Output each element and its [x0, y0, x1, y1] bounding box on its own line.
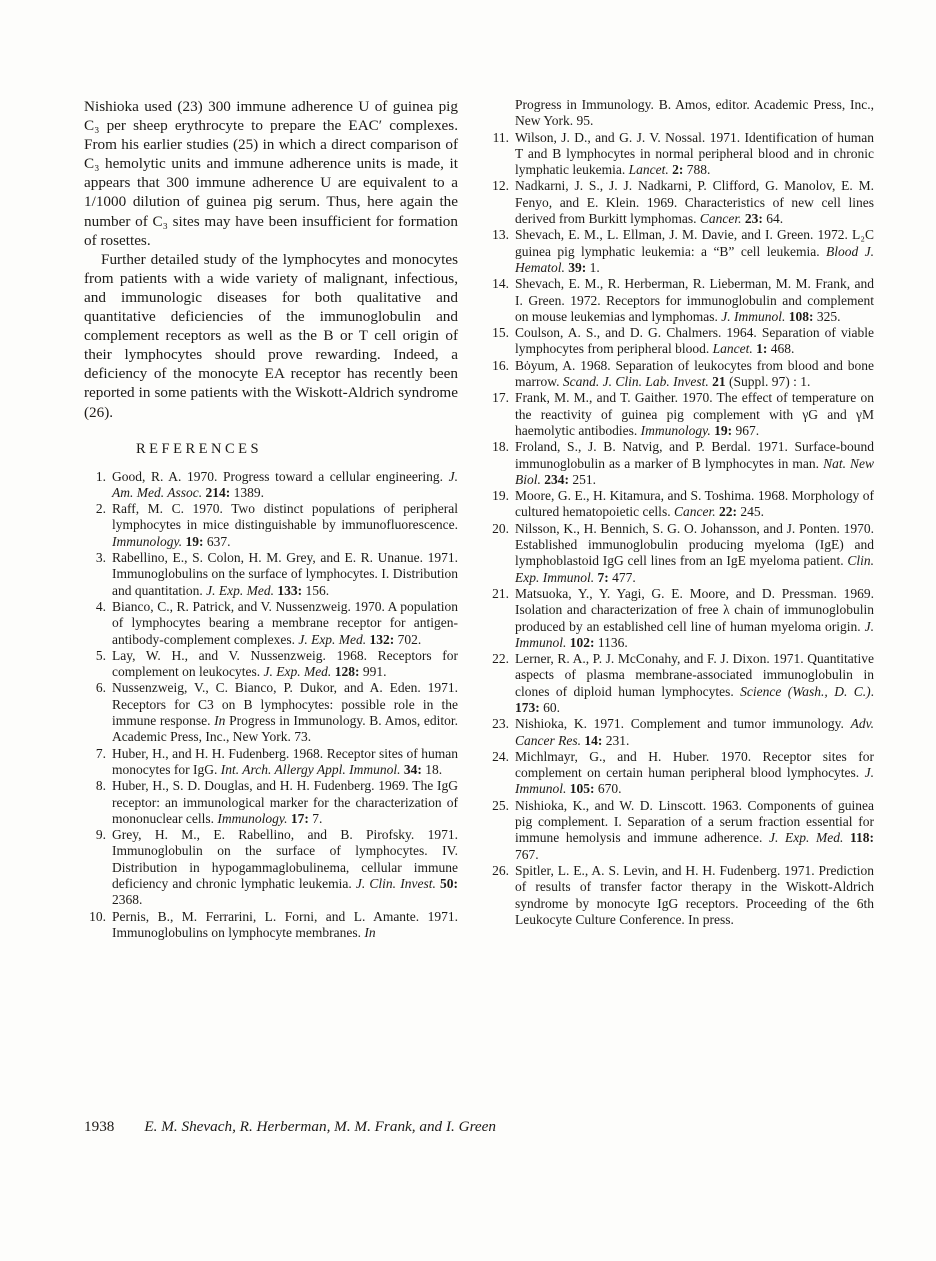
- reference-10-continuation: [487, 97, 874, 130]
- reference-number: 13.: [492, 227, 509, 243]
- reference-text: [112, 648, 458, 681]
- text-segment: Wilson, J. D., and G. J. V. Nossal. 1971. Identification of human T and B lymphocytes in normal peripheral blood and in chronic lymphatic leukemia.: [515, 129, 874, 178]
- text-segment: 173:: [515, 699, 540, 715]
- reference-text: [515, 716, 874, 749]
- text-segment: Lancet.: [712, 341, 753, 357]
- text-segment: Nat. New Biol.: [515, 455, 875, 487]
- text-segment: Nishioka, K. 1971. Complement and tumor immunology.: [515, 716, 851, 732]
- reference-item: [487, 390, 874, 439]
- text-segment: 132:: [369, 631, 395, 647]
- text-segment: 670.: [594, 781, 622, 797]
- text-segment: Lancet.: [628, 162, 669, 178]
- reference-item: [84, 469, 458, 502]
- reference-item: [487, 863, 874, 928]
- reference-number: 14.: [492, 276, 509, 292]
- text-segment: Frank, M. M., and T. Gaither. 1970. The effect of temperature on the reactivity of guinea pig complement with γG and γM haemolytic antibodies.: [515, 390, 874, 438]
- text-segment: 118:: [850, 830, 875, 846]
- text-segment: 477.: [608, 569, 636, 585]
- reference-text: [112, 778, 458, 827]
- text-segment: 133:: [277, 582, 303, 598]
- text-segment: 23:: [744, 211, 763, 227]
- text-segment: Michlmayr, G., and H. Huber. 1970. Receptor sites for complement on certain human peripheral blood lymphocytes.: [515, 748, 874, 781]
- reference-text: [515, 325, 874, 358]
- text-segment: 64.: [762, 211, 784, 227]
- text-segment: Science (Wash., D. C.): [740, 683, 871, 699]
- text-segment: 231.: [602, 732, 630, 748]
- reference-number: 6.: [95, 680, 106, 696]
- reference-number: 23.: [492, 716, 509, 732]
- reference-text: [515, 798, 874, 863]
- reference-item: [487, 178, 874, 227]
- text-segment: 19:: [185, 533, 204, 549]
- text-segment: J. Immunol.: [721, 308, 786, 324]
- text-segment: 105:: [569, 781, 595, 797]
- reference-number: 19.: [492, 488, 509, 504]
- running-authors: E. M. Shevach, R. Herberman, M. M. Frank, and I. Green: [144, 1118, 496, 1135]
- text-segment: 325.: [813, 308, 841, 324]
- text-segment: Matsuoka, Y., Y. Yagi, G. E. Moore, and D. Pressman. 1969. Isolation and characterization of free λ chain of immunoglobulin produced by an established cell line of human myeloma origin.: [515, 585, 874, 634]
- text-segment: Adv. Cancer Res.: [515, 716, 874, 748]
- text-segment: 50:: [440, 876, 459, 892]
- text-segment: Nilsson, K., H. Bennich, S. G. O. Johansson, and J. Ponten. 1970. Established immunoglobulin producing myeloma (IgE) and lymphoblastoid IgG cell lines from an IgE myeloma patient.: [515, 520, 874, 569]
- reference-number: 8.: [95, 778, 106, 794]
- text-segment: 14:: [584, 732, 603, 748]
- reference-item: [487, 488, 874, 521]
- text-segment: 991.: [359, 664, 387, 680]
- text-segment: (Suppl. 97) : 1.: [725, 374, 811, 390]
- text-segment: Coulson, A. S., and D. G. Chalmers. 1964. Separation of viable lymphocytes from peripheral blood.: [515, 325, 874, 357]
- reference-number: 17.: [492, 390, 509, 406]
- reference-text: [112, 909, 458, 942]
- reference-number: 9.: [95, 827, 106, 843]
- text-segment: 1389.: [230, 484, 264, 500]
- text-segment: In: [214, 713, 226, 729]
- text-segment: 251.: [569, 471, 596, 487]
- reference-number: 21.: [492, 585, 509, 601]
- reference-text: [515, 178, 874, 227]
- reference-text: [515, 358, 874, 391]
- paragraph: Nishioka used (23) 300 immune adherence U of guinea pig C₃ per sheep erythrocyte to prepare the EAC′ complexes. From his earlier studies (25) in which a direct comparison of C₃ hemolytic units and immune adherence units is made, it appears that 300 immune adherence U are equivalent to a 1/1000 dilution of guinea pig serum. Thus, here again the number of C₃ sites may have been insufficient for formation of rosettes.: [84, 98, 458, 249]
- text-segment: Rabellino, E., S. Colon, H. M. Grey, and E. R. Unanue. 1971. Immunoglobulins on the surface of lymphocytes. I. Distribution and quantitation.: [112, 550, 458, 598]
- text-segment: J. Exp. Med.: [769, 830, 844, 846]
- reference-text: [112, 469, 458, 502]
- reference-text: [515, 863, 874, 928]
- reference-item: [487, 651, 874, 716]
- text-segment: 967.: [732, 422, 760, 438]
- reference-item: [487, 716, 874, 749]
- reference-number: 3.: [95, 550, 106, 566]
- reference-number: 16.: [492, 357, 509, 373]
- text-segment: Moore, G. E., H. Kitamura, and S. Toshima. 1968. Morphology of cultured hematopoietic cells.: [515, 488, 874, 520]
- reference-item: [84, 550, 458, 599]
- reference-number: 11.: [492, 129, 509, 145]
- reference-text: [112, 680, 458, 745]
- text-segment: Pernis, B., M. Ferrarini, L. Forni, and L. Amante. 1971. Immunoglobulins on lymphocyte membranes.: [112, 908, 458, 940]
- text-segment: .: [870, 683, 874, 699]
- text-segment: Progress in Immunology. B. Amos, editor. Academic Press, Inc., New York. 95.: [515, 97, 874, 129]
- reference-text: [112, 550, 458, 599]
- reference-text: [515, 439, 874, 488]
- reference-item: [487, 325, 874, 358]
- reference-number: 12.: [492, 178, 509, 194]
- reference-text: [112, 827, 458, 908]
- text-segment: 34:: [403, 761, 422, 777]
- reference-item: [487, 521, 874, 586]
- text-segment: Int. Arch. Allergy Appl. Immunol.: [220, 761, 401, 777]
- reference-item: [487, 749, 874, 798]
- references-list-right: [487, 130, 874, 929]
- text-segment: 234:: [544, 471, 569, 487]
- text-segment: Spitler, L. E., A. S. Levin, and H. H. Fudenberg. 1971. Prediction of results of transfer factor therapy in the Wiskott-Aldrich syndrome by monocyte IgG receptors. Proceeding of the 6th Leukocyte Culture Conference. In press.: [515, 862, 874, 927]
- text-segment: 21: [712, 374, 726, 390]
- text-segment: 1136.: [594, 634, 628, 650]
- text-segment: Immunology.: [112, 533, 183, 549]
- reference-item: [84, 501, 458, 550]
- reference-item: [84, 909, 458, 942]
- text-segment: 1:: [756, 341, 768, 357]
- text-segment: Raff, M. C. 1970. Two distinct populations of peripheral lymphocytes in mice distinguishable by immunofluorescence.: [112, 501, 458, 533]
- reference-text: [112, 599, 458, 648]
- reference-item: [487, 227, 874, 276]
- reference-item: [84, 778, 458, 827]
- two-column-text: [84, 97, 874, 941]
- reference-item: [487, 358, 874, 391]
- text-segment: Lerner, R. A., P. J. McConahy, and F. J. Dixon. 1971. Quantitative aspects of plasma membrane-associated immunoglobulin in clones of diploid human lymphocytes.: [515, 651, 874, 699]
- reference-number-spacer: [487, 97, 515, 130]
- reference-number: 5.: [95, 647, 106, 663]
- page-footer: [84, 1118, 496, 1136]
- text-segment: 2368.: [112, 892, 143, 908]
- text-segment: Huber, H., and H. H. Fudenberg. 1968. Receptor sites of human monocytes for IgG.: [112, 745, 458, 777]
- text-segment: Cancer.: [673, 504, 716, 520]
- text-segment: Shevach, E. M., L. Ellman, J. M. Davie, and I. Green. 1972. L₂C guinea pig lymphatic leukemia: a “B” cell leukemia.: [515, 227, 874, 259]
- text-segment: Immunology.: [640, 422, 711, 438]
- reference-text: [515, 97, 874, 130]
- text-segment: Huber, H., S. D. Douglas, and H. H. Fudenberg. 1969. The IgG receptor: an immunological marker for the characterization of mononuclear cells.: [112, 778, 458, 826]
- text-segment: Nussenzweig, V., C. Bianco, P. Dukor, and A. Eden. 1971. Receptors for C3 on B lymphocytes: possible role in the immune response.: [112, 680, 458, 729]
- text-segment: 788.: [683, 162, 711, 178]
- reference-item: [487, 439, 874, 488]
- text-segment: 7:: [597, 569, 609, 585]
- text-segment: 108:: [788, 308, 814, 324]
- text-segment: In: [364, 924, 376, 940]
- references-list-left: [84, 469, 458, 942]
- reference-item: [487, 798, 874, 863]
- text-segment: 102:: [569, 634, 595, 650]
- paragraph: Further detailed study of the lymphocytes and monocytes from patients with a wide variety of malignant, infectious, and immunologic diseases for both qualitative and quantitative deficiencies of the immunoglobulin and complement receptors as well as the B or T cell origin of their lymphocytes should prove rewarding. Indeed, a deficiency of the monocyte EA receptor has recently been reported in some patients with the Wiskott-Aldrich syndrome (26).: [84, 250, 458, 421]
- reference-number: 25.: [492, 797, 509, 813]
- text-segment: Clin. Exp. Immunol.: [515, 553, 874, 585]
- text-segment: 1.: [586, 259, 600, 275]
- left-column: [84, 97, 458, 941]
- text-segment: Cancer.: [699, 211, 742, 227]
- text-segment: J. Clin. Invest.: [355, 876, 436, 892]
- reference-item: [84, 746, 458, 779]
- text-segment: J. Immunol.: [515, 618, 874, 650]
- reference-number: 18.: [492, 439, 509, 455]
- reference-text: [515, 586, 874, 651]
- reference-text: [515, 130, 874, 179]
- text-segment: 245.: [736, 504, 764, 520]
- reference-text: [112, 501, 458, 550]
- text-segment: 7.: [308, 810, 323, 826]
- reference-number: 10.: [89, 908, 106, 924]
- page-number: 1938: [84, 1118, 115, 1135]
- text-segment: 22:: [718, 504, 737, 520]
- reference-text: [112, 746, 458, 779]
- text-segment: 128:: [334, 664, 360, 680]
- text-segment: 767.: [515, 846, 539, 862]
- text-segment: Bȯyum, A. 1968. Separation of leukocytes from blood and bone marrow.: [515, 357, 874, 390]
- text-segment: Grey, H. M., E. Rabellino, and B. Pirofsky. 1971. Immunoglobulin on the surface of lymphocytes. IV. Distribution in hypogammaglobulinema, cellular immune deficiency and chronic lymphatic leukemia.: [112, 827, 458, 892]
- reference-text: [515, 488, 874, 521]
- text-segment: Immunology.: [217, 810, 288, 826]
- reference-number: 24.: [492, 748, 509, 764]
- text-segment: Progress in Immunology. B. Amos, editor. Academic Press, Inc., New York. 73.: [112, 713, 458, 745]
- text-segment: J. Exp. Med.: [263, 664, 332, 680]
- text-segment: Nishioka, K., and W. D. Linscott. 1963. Components of guinea pig complement. I. Separation of a serum fraction essential for immune hemolysis and immune adherence.: [515, 797, 874, 846]
- reference-item: [84, 680, 458, 745]
- text-segment: 39:: [568, 259, 587, 275]
- text-segment: 18.: [421, 761, 443, 777]
- text-segment: 19:: [714, 422, 733, 438]
- text-segment: 637.: [203, 533, 231, 549]
- right-column: [487, 97, 874, 941]
- reference-text: [515, 521, 874, 586]
- reference-number: 4.: [95, 598, 106, 614]
- text-segment: J. Exp. Med.: [206, 582, 274, 598]
- text-segment: Shevach, E. M., R. Herberman, R. Lieberman, M. M. Frank, and I. Green. 1972. Receptors for immunoglobulin and complement on mouse leukemias and lymphomas.: [515, 276, 874, 324]
- text-segment: 702.: [394, 631, 422, 647]
- reference-item: [487, 276, 874, 325]
- reference-number: 20.: [492, 520, 509, 536]
- text-segment: Froland, S., J. B. Natvig, and P. Berdal. 1971. Surface-bound immunoglobulin as a marker of B lymphocytes in man.: [515, 439, 874, 471]
- text-segment: 214:: [205, 484, 231, 500]
- reference-number: 7.: [95, 745, 106, 761]
- text-segment: Scand. J. Clin. Lab. Invest.: [562, 374, 709, 390]
- text-segment: J. Exp. Med.: [298, 631, 367, 647]
- text-segment: 156.: [302, 582, 330, 598]
- reference-text: [515, 390, 874, 439]
- reference-text: [515, 227, 874, 276]
- text-segment: 2:: [672, 162, 684, 178]
- text-segment: Nadkarni, J. S., J. J. Nadkarni, P. Clifford, G. Manolov, E. M. Fenyo, and E. Klein. 1969. Characteristics of new cell lines derived from Burkitt lymphomas.: [515, 178, 874, 227]
- reference-number: 22.: [492, 651, 509, 667]
- reference-item: [84, 599, 458, 648]
- reference-item: [84, 827, 458, 908]
- reference-item: [84, 648, 458, 681]
- text-segment: Lay, W. H., and V. Nussenzweig. 1968. Receptors for complement on leukocytes.: [112, 647, 458, 680]
- reference-text: [515, 276, 874, 325]
- reference-number: 2.: [95, 501, 106, 517]
- text-segment: 60.: [539, 699, 560, 715]
- text-segment: 17:: [290, 810, 309, 826]
- text-segment: J. Am. Med. Assoc.: [112, 468, 458, 500]
- text-segment: Blood J. Hematol.: [515, 243, 874, 275]
- references-heading: REFERENCES: [136, 440, 263, 457]
- reference-text: [515, 651, 874, 716]
- reference-number: 1.: [95, 468, 106, 484]
- reference-item: [487, 130, 874, 179]
- text-segment: Bianco, C., R. Patrick, and V. Nussenzweig. 1970. A population of lymphocytes bearing a membrane receptor for antigen-antibody-complement complexes.: [112, 598, 458, 647]
- reference-text: [515, 749, 874, 798]
- text-segment: 468.: [767, 341, 795, 357]
- reference-number: 15.: [492, 325, 509, 341]
- reference-item: [487, 586, 874, 651]
- text-segment: Good, R. A. 1970. Progress toward a cellular engineering.: [112, 468, 449, 484]
- reference-number: 26.: [492, 862, 509, 878]
- text-segment: J. Immunol.: [515, 765, 874, 797]
